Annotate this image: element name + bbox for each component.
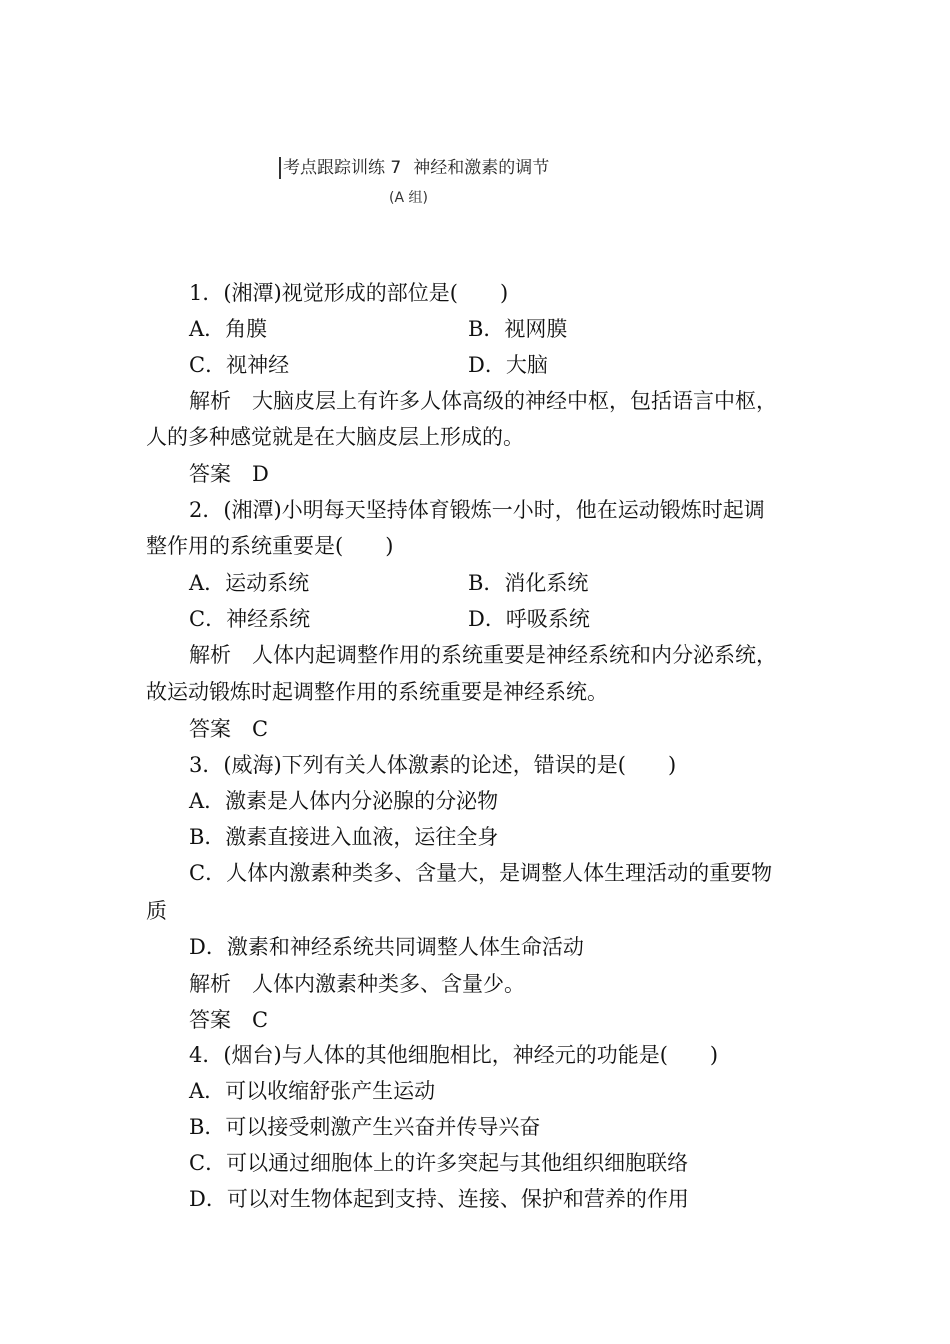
q2-analysis-line-1: 解析 人体内起调整作用的系统重要是神经系统和内分泌系统， bbox=[189, 643, 777, 667]
q1-stem: 1．(湘潭)视觉形成的部位是( ) bbox=[189, 281, 509, 305]
q1-option-c: C．视神经 bbox=[189, 353, 290, 377]
q2-option-b: B．消化系统 bbox=[468, 571, 589, 595]
q1-analysis-line-1: 解析 大脑皮层上有许多人体高级的神经中枢，包括语言中枢， bbox=[189, 389, 777, 413]
title-main: 神经和激素的调节 bbox=[413, 158, 550, 178]
q3-option-b: B．激素直接进入血液，运往全身 bbox=[189, 825, 499, 849]
q2-analysis-line-2: 故运动锻炼时起调整作用的系统重要是神经系统。 bbox=[146, 680, 608, 704]
q3-stem: 3．(威海)下列有关人体激素的论述，错误的是( ) bbox=[189, 753, 677, 777]
q1-option-a: A．角膜 bbox=[189, 317, 268, 341]
q4-option-b: B．可以接受刺激产生兴奋并传导兴奋 bbox=[189, 1115, 541, 1139]
q3-option-c-line-2: 质 bbox=[146, 899, 167, 923]
document-title bbox=[279, 157, 549, 179]
q4-stem: 4．(烟台)与人体的其他细胞相比，神经元的功能是( ) bbox=[189, 1043, 719, 1067]
group-label: (A 组) bbox=[389, 190, 428, 206]
q3-answer: 答案 C bbox=[189, 1008, 269, 1032]
q4-option-c: C．可以通过细胞体上的许多突起与其他组织细胞联络 bbox=[189, 1151, 689, 1175]
title-prefix: 考点跟踪训练 7 bbox=[283, 158, 402, 178]
q1-option-b: B．视网膜 bbox=[468, 317, 568, 341]
q2-stem-line-2: 整作用的系统重要是( ) bbox=[146, 534, 394, 558]
q3-option-a: A．激素是人体内分泌腺的分泌物 bbox=[189, 789, 499, 813]
q2-option-d: D．呼吸系统 bbox=[468, 607, 590, 631]
q3-option-c-line-1: C．人体内激素种类多、含量大，是调整人体生理活动的重要物 bbox=[189, 861, 773, 885]
q2-option-c: C．神经系统 bbox=[189, 607, 311, 631]
q2-answer: 答案 C bbox=[189, 717, 269, 741]
q4-option-a: A．可以收缩舒张产生运动 bbox=[189, 1079, 436, 1103]
q1-option-d: D．大脑 bbox=[468, 353, 548, 377]
q2-option-a: A．运动系统 bbox=[189, 571, 310, 595]
q3-option-d: D．激素和神经系统共同调整人体生命活动 bbox=[189, 935, 584, 959]
q1-answer: 答案 D bbox=[189, 462, 269, 486]
q2-stem-line-1: 2．(湘潭)小明每天坚持体育锻炼一小时，他在运动锻炼时起调 bbox=[189, 498, 765, 522]
q4-option-d: D．可以对生物体起到支持、连接、保护和营养的作用 bbox=[189, 1187, 689, 1211]
q1-analysis-line-2: 人的多种感觉就是在大脑皮层上形成的。 bbox=[146, 425, 524, 449]
q3-analysis: 解析 人体内激素种类多、含量少。 bbox=[189, 972, 525, 996]
